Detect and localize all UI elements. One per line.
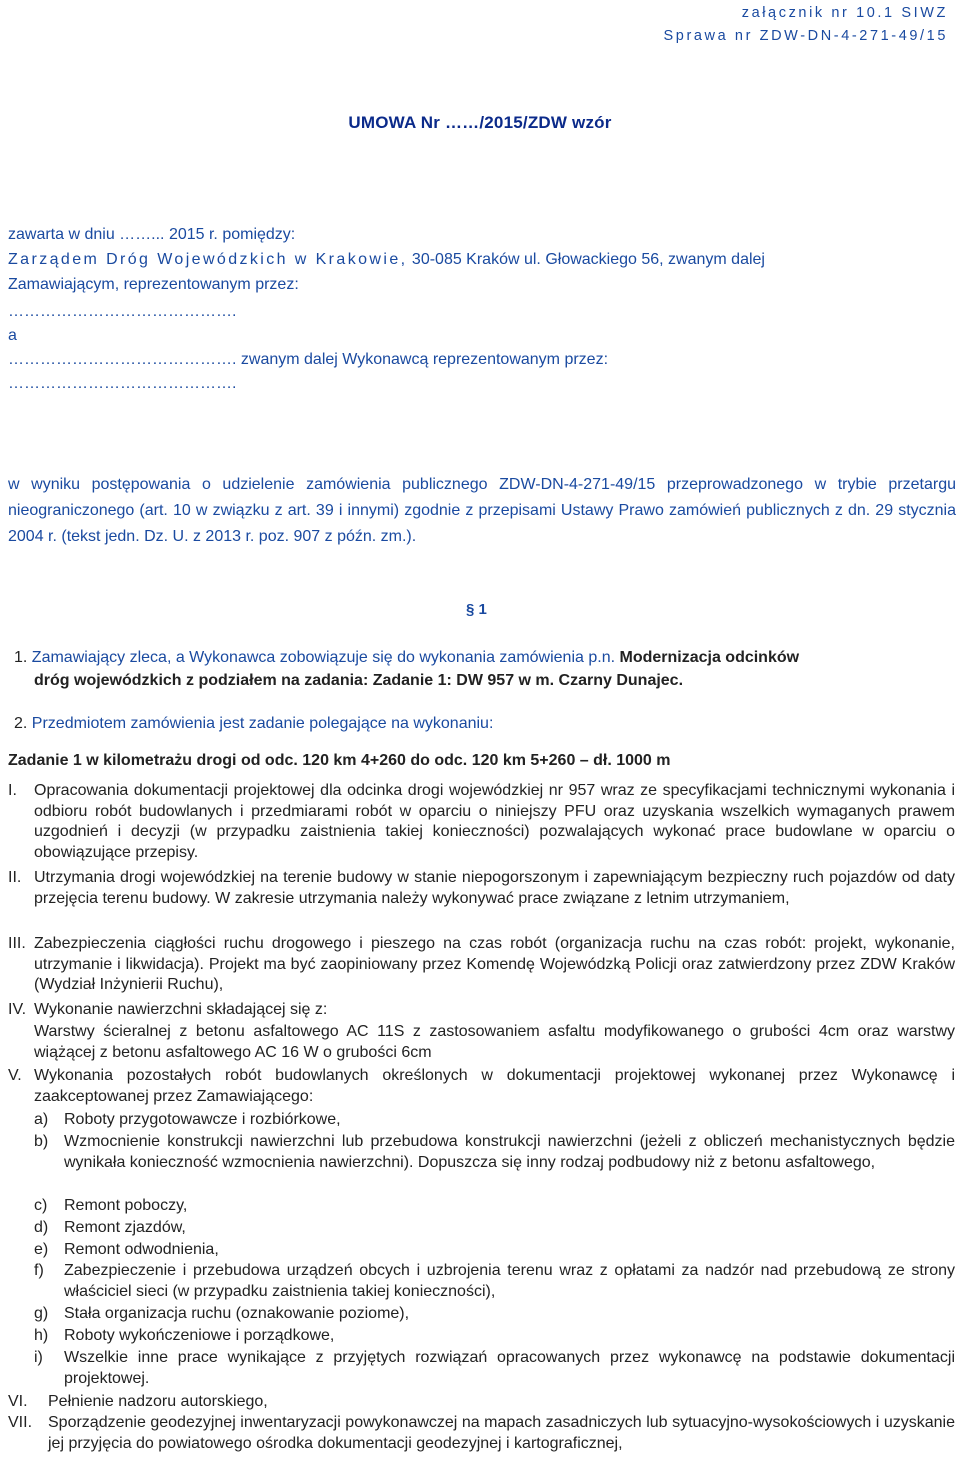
sub-g-letter: g) xyxy=(34,1305,49,1322)
item-I-text: Opracowania dokumentacji projektowej dla odcinka drogi wojewódzkiej nr 957 wraz ze specyfikacjami technicznymi wykonania i odbioru robót budowlanych i przedmiarami robót w oparciu o niniejszy PFU oraz uzyskania wszelkich wymaganych prawem uzgodnień i decyzji (w przypadku zaistnienia takiej konieczności) pozwalających wykonać prace budowlane w oparciu o obowiązujące przepisy. xyxy=(34,782,955,861)
point-1-text: Zamawiający zleca, a Wykonawca zobowiązuje się do wykonania zamówienia p.n. xyxy=(27,649,620,666)
point-1-title-end: dróg wojewódzkich z podziałem na zadania: Zadanie 1: DW 957 w m. Czarny Dunajec. xyxy=(34,672,684,689)
attachment-label: załącznik nr 10.1 SIWZ xyxy=(741,5,948,21)
dots-line-3: ……………………………………. xyxy=(8,375,237,392)
point-2-line xyxy=(14,714,493,734)
sub-g-text: Stała organizacja ruchu (oznakowanie poziome), xyxy=(64,1305,410,1322)
item-I-number: I. xyxy=(8,782,17,799)
sub-i-letter: i) xyxy=(34,1349,43,1366)
sub-f-letter: f) xyxy=(34,1262,44,1279)
sub-b-text: Wzmocnienie konstrukcji nawierzchni lub przebudowa konstrukcji nawierzchni (jeżeli z obliczeń mechanistycznych będzie wynikała konieczność wzmocnienia nawierzchni). Dopuszcza się inny rodzaj podbudowy niż z betonu asfaltowego, xyxy=(64,1133,955,1171)
item-IV-number: IV. xyxy=(8,1001,27,1018)
sub-i-text: Wszelkie inne prace wynikające z przyjętych rozwiązań opracowanych przez wykonawcę na podstawie dokumentacji projektowej. xyxy=(64,1349,955,1387)
point-1-title-start: Modernizacja odcinków xyxy=(619,649,800,666)
section-mark: § 1 xyxy=(466,601,487,618)
item-VII-text: Sporządzenie geodezyjnej inwentaryzacji powykonawczej na mapach zasadniczych lub sytuacyjno-wysokościowych i uzyskanie jej przyjęcia do powiatowego ośrodka dokumentacji geodezyjnej i kartograficznej, xyxy=(48,1414,955,1452)
zamawiajacy-line: Zamawiającym, reprezentowanym przez: xyxy=(8,276,299,293)
case-number: Sprawa nr ZDW-DN-4-271-49/15 xyxy=(663,28,948,44)
sub-d-letter: d) xyxy=(34,1219,49,1236)
sub-c-text: Remont poboczy, xyxy=(64,1197,188,1214)
dots-line-2: ……………………………………. xyxy=(8,351,237,368)
point-2-number: 2. xyxy=(14,715,28,732)
point-2-text: Przedmiotem zamówienia jest zadanie polegające na wykonaniu: xyxy=(27,715,494,732)
item-V-text: Wykonania pozostałych robót budowlanych określonych w dokumentacji projektowej wykonanej przez Wykonawcę i zaakceptowanej przez Zamawiającego: xyxy=(34,1067,955,1105)
sub-a-letter: a) xyxy=(34,1111,49,1128)
sub-b-letter: b) xyxy=(34,1133,49,1150)
item-VI-text: Pełnienie nadzoru autorskiego, xyxy=(48,1393,268,1410)
item-III-text: Zabezpieczenia ciągłości ruchu drogowego i pieszego na czas robót (organizacja ruchu na czas robót: projekt, wykonanie, utrzymanie i likwidacja). Projekt ma być zaopiniowany przez Komendę Wojewódzką Policji oraz zatwierdzony przez ZDW Kraków (Wydział Inżynierii Ruchu), xyxy=(34,935,955,994)
zadanie-line: Zadanie 1 w kilometrażu drogi od odc. 120 km 4+260 do odc. 120 km 5+260 – dł. 1000 m xyxy=(8,752,671,769)
sub-a-text: Roboty przygotowawcze i rozbiórkowe, xyxy=(64,1111,341,1128)
sub-h-text: Roboty wykończeniowe i porządkowe, xyxy=(64,1327,335,1344)
item-V-number: V. xyxy=(8,1067,22,1084)
zarzad-name: Zarządem Dróg Wojewódzkich w Krakowie, xyxy=(8,251,408,268)
zarzad-address: 30-085 Kraków ul. Głowackiego 56, zwanym dalej xyxy=(407,251,765,268)
wykonawca-text: zwanym dalej Wykonawcą reprezentowanym przez: xyxy=(236,351,609,368)
item-IV-body: Warstwy ścieralnej z betonu asfaltowego AC 11S z zastosowaniem asfaltu modyfikowanego o grubości 4cm oraz warstwy wiążącej z betonu asfaltowego AC 16 W o grubości 6cm xyxy=(34,1023,955,1061)
sub-c-letter: c) xyxy=(34,1197,48,1214)
item-IV-head: Wykonanie nawierzchni składającej się z: xyxy=(34,1001,328,1018)
item-II-text: Utrzymania drogi wojewódzkiej na terenie budowy w stanie niepogorszonym i zapewniającym bezpieczny ruch pojazdów od daty przejęcia terenu budowy. W zakresie utrzymania należy wykonywać prace związane z letnim utrzymaniem, xyxy=(34,869,955,907)
wykonawca-line xyxy=(8,350,608,370)
sub-f-text: Zabezpieczenie i przebudowa urządzeń obcych i uzbrojenia terenu wraz z opłatami za nadzór nad przebudową ze strony właściciel sieci (w przypadku zaistnienia takiej konieczności), xyxy=(64,1262,955,1300)
document-title: UMOWA Nr ……/2015/ZDW wzór xyxy=(348,113,612,132)
sub-e-text: Remont odwodnienia, xyxy=(64,1241,219,1258)
point-1-number: 1. xyxy=(14,649,28,666)
item-VI-number: VI. xyxy=(8,1393,28,1410)
zarzad-line xyxy=(8,250,765,270)
item-VII-number: VII. xyxy=(8,1414,33,1431)
intro-paragraph: w wyniku postępowania o udzielenie zamówienia publicznego ZDW-DN-4-271-49/15 przeprowadzonego w trybie przetargu nieograniczonego (art. 10 w związku z art. 39 i innymi) zgodnie z przepisami Ustawy Prawo zamówień publicznych z dn. 29 stycznia 2004 r. (tekst jedn. Dz. U. z 2013 r. poz. 907 z późn. zm.). xyxy=(8,476,956,545)
and-word: a xyxy=(8,327,17,344)
item-III-number: III. xyxy=(8,935,26,952)
dots-line-1: ……………………………………. xyxy=(8,303,237,320)
sub-h-letter: h) xyxy=(34,1327,49,1344)
sub-d-text: Remont zjazdów, xyxy=(64,1219,186,1236)
date-line: zawarta w dniu ……... 2015 r. pomiędzy: xyxy=(8,226,296,243)
sub-e-letter: e) xyxy=(34,1241,49,1258)
point-1-line xyxy=(14,648,799,668)
item-II-number: II. xyxy=(8,869,22,886)
